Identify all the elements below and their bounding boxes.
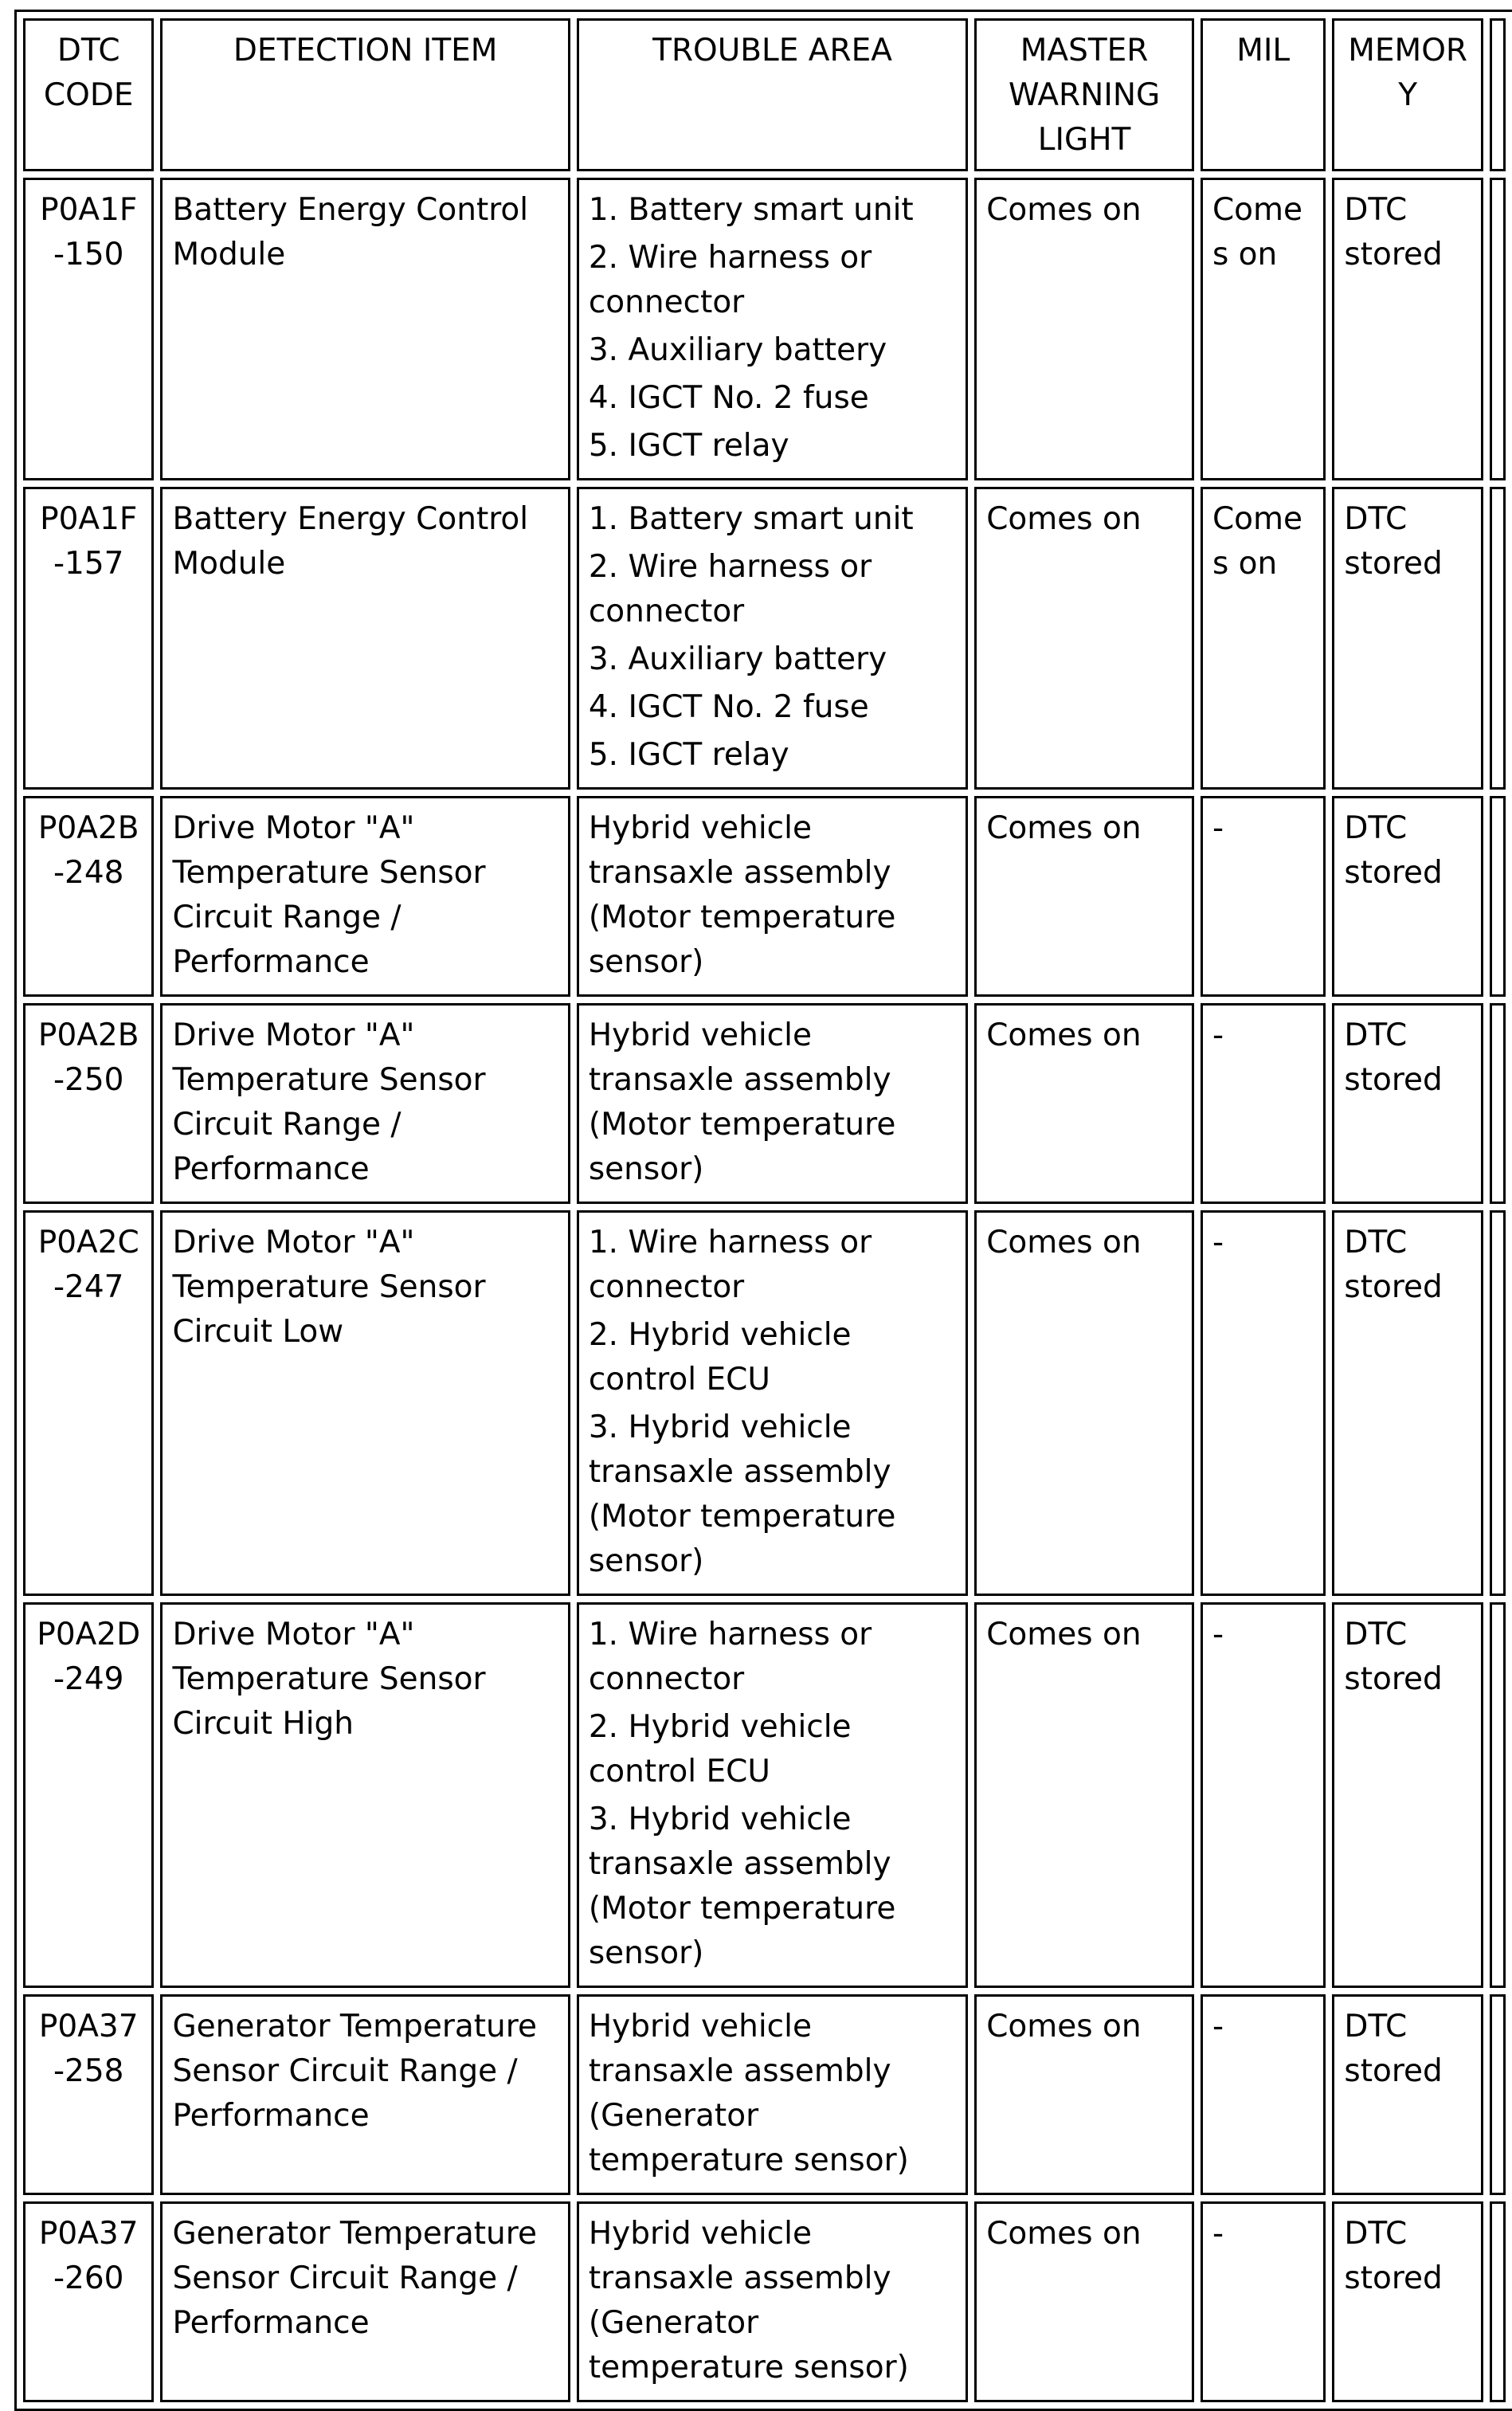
cell-detection-item: Drive Motor "A" Temperature Sensor Circuit Range / Performance (160, 1003, 570, 1204)
cell-detection-item: Drive Motor "A" Temperature Sensor Circuit Low (160, 1210, 570, 1596)
trouble-area-line: 4. IGCT No. 2 fuse (588, 689, 869, 725)
table-row (23, 1994, 1506, 2195)
cell-detection-item: Drive Motor "A" Temperature Sensor Circuit Range / Performance (160, 796, 570, 997)
header-mil: MIL (1201, 18, 1326, 171)
header-detection-item: DETECTION ITEM (160, 18, 570, 171)
cell-cut-off-column (1490, 1003, 1506, 1204)
cell-dtc-code: P0A2C-247 (23, 1210, 154, 1596)
header-dtc-code: DTC CODE (23, 18, 154, 171)
cell-mil: - (1201, 796, 1326, 997)
cell-memory: DTC stored (1332, 1210, 1483, 1596)
cell-dtc-code: P0A37-258 (23, 1994, 154, 2195)
cell-master-warning-light: Comes on (974, 1210, 1194, 1596)
header-master-warning-light: MASTER WARNING LIGHT (974, 18, 1194, 171)
cell-cut-off-column (1490, 1994, 1506, 2195)
table-row (23, 487, 1506, 790)
cell-trouble-area (577, 487, 968, 790)
table-row (23, 1210, 1506, 1596)
cell-memory: DTC stored (1332, 1994, 1483, 2195)
trouble-area-line: 3. Hybrid vehicle transaxle assembly (Motor temperature sensor) (588, 1801, 896, 1971)
cell-trouble-area (577, 1994, 968, 2195)
cell-memory: DTC stored (1332, 487, 1483, 790)
cell-master-warning-light: Comes on (974, 178, 1194, 480)
cell-memory: DTC stored (1332, 1003, 1483, 1204)
trouble-area-line: Hybrid vehicle transaxle assembly (Motor temperature sensor) (588, 1017, 896, 1187)
cell-dtc-code: P0A1F-157 (23, 487, 154, 790)
header-cut-off-column (1490, 18, 1506, 171)
trouble-area-line: Hybrid vehicle transaxle assembly (Generator temperature sensor) (588, 2009, 909, 2178)
trouble-area-line: 2. Hybrid vehicle control ECU (588, 1709, 852, 1790)
cell-master-warning-light: Comes on (974, 1602, 1194, 1988)
table-row (23, 178, 1506, 480)
trouble-area-line: 1. Battery smart unit (588, 501, 914, 537)
cell-trouble-area (577, 1602, 968, 1988)
cell-master-warning-light: Comes on (974, 1994, 1194, 2195)
table-row (23, 796, 1506, 997)
table-body (23, 178, 1506, 2402)
cell-master-warning-light: Comes on (974, 796, 1194, 997)
cell-detection-item: Battery Energy Control Module (160, 178, 570, 480)
cell-trouble-area (577, 2201, 968, 2402)
cell-detection-item: Battery Energy Control Module (160, 487, 570, 790)
table-row (23, 1003, 1506, 1204)
document-page (21, 16, 1498, 2386)
cell-memory: DTC stored (1332, 1602, 1483, 1988)
cell-trouble-area (577, 1210, 968, 1596)
trouble-area-line: 2. Wire harness or connector (588, 240, 872, 320)
cell-cut-off-column (1490, 178, 1506, 480)
cell-dtc-code: P0A1F-150 (23, 178, 154, 480)
cell-trouble-area (577, 178, 968, 480)
cell-master-warning-light: Comes on (974, 487, 1194, 790)
cell-memory: DTC stored (1332, 796, 1483, 997)
cell-dtc-code: P0A2B-248 (23, 796, 154, 997)
trouble-area-line: 5. IGCT relay (588, 737, 789, 773)
cell-trouble-area (577, 796, 968, 997)
trouble-area-line: 3. Hybrid vehicle transaxle assembly (Motor temperature sensor) (588, 1409, 896, 1579)
header-trouble-area: TROUBLE AREA (577, 18, 968, 171)
cell-mil: - (1201, 1994, 1326, 2195)
table-header-row (23, 18, 1506, 171)
cell-mil: - (1201, 1210, 1326, 1596)
cell-mil: Comes on (1201, 178, 1326, 480)
cell-mil: - (1201, 1602, 1326, 1988)
cell-detection-item: Generator Temperature Sensor Circuit Range / Performance (160, 2201, 570, 2402)
table-row (23, 2201, 1506, 2402)
table-row (23, 1602, 1506, 1988)
dtc-table (14, 10, 1512, 2411)
cell-cut-off-column (1490, 487, 1506, 790)
cell-dtc-code: P0A2D-249 (23, 1602, 154, 1988)
cell-dtc-code: P0A37-260 (23, 2201, 154, 2402)
trouble-area-line: 5. IGCT relay (588, 428, 789, 464)
trouble-area-line: 3. Auxiliary battery (588, 641, 887, 677)
cell-detection-item: Drive Motor "A" Temperature Sensor Circuit High (160, 1602, 570, 1988)
trouble-area-line: 4. IGCT No. 2 fuse (588, 380, 869, 416)
trouble-area-line: 2. Wire harness or connector (588, 549, 872, 629)
header-memory: MEMORY (1332, 18, 1483, 171)
trouble-area-line: 1. Battery smart unit (588, 192, 914, 228)
cell-mil: Comes on (1201, 487, 1326, 790)
trouble-area-line: 3. Auxiliary battery (588, 332, 887, 368)
cell-memory: DTC stored (1332, 178, 1483, 480)
cell-dtc-code: P0A2B-250 (23, 1003, 154, 1204)
cell-mil: - (1201, 1003, 1326, 1204)
cell-mil: - (1201, 2201, 1326, 2402)
cell-master-warning-light: Comes on (974, 1003, 1194, 1204)
trouble-area-line: 1. Wire harness or connector (588, 1225, 872, 1305)
trouble-area-line: Hybrid vehicle transaxle assembly (Motor temperature sensor) (588, 810, 896, 980)
trouble-area-line: 2. Hybrid vehicle control ECU (588, 1317, 852, 1398)
cell-cut-off-column (1490, 796, 1506, 997)
cell-cut-off-column (1490, 1210, 1506, 1596)
cell-memory: DTC stored (1332, 2201, 1483, 2402)
cell-master-warning-light: Comes on (974, 2201, 1194, 2402)
trouble-area-line: Hybrid vehicle transaxle assembly (Generator temperature sensor) (588, 2216, 909, 2386)
cell-trouble-area (577, 1003, 968, 1204)
trouble-area-line: 1. Wire harness or connector (588, 1617, 872, 1697)
cell-detection-item: Generator Temperature Sensor Circuit Range / Performance (160, 1994, 570, 2195)
cell-cut-off-column (1490, 1602, 1506, 1988)
cell-cut-off-column (1490, 2201, 1506, 2402)
